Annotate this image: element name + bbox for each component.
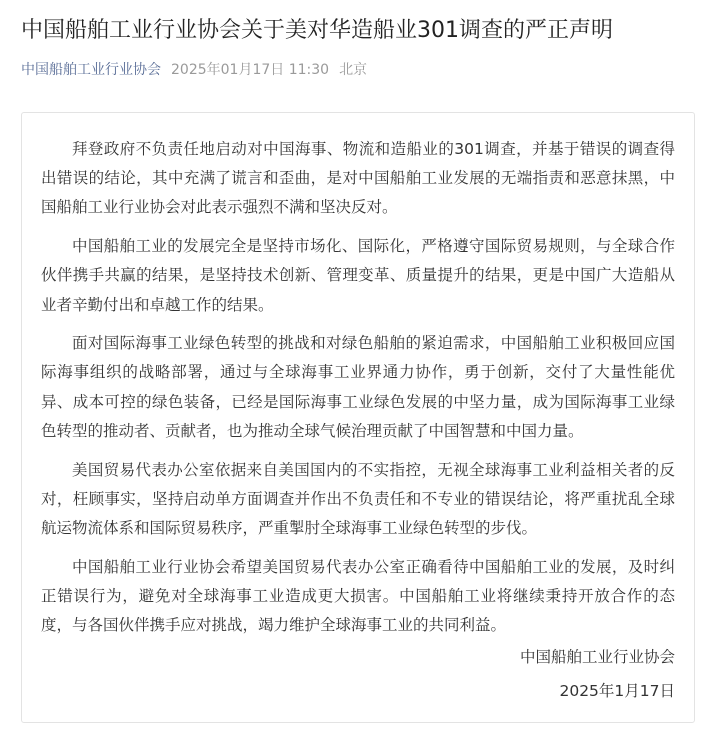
statement-body (41, 135, 675, 650)
signature-block (520, 640, 675, 708)
signature-date: 2025年1月17日 (559, 682, 675, 700)
publish-date: 2025年01月17日 11:30 (171, 62, 330, 78)
body-paragraph: 面对国际海事工业绿色转型的挑战和对绿色船舶的紧迫需求，中国船舶工业积极回应国际海事组织的战略部署，通过与全球海事工业界通力协作，勇于创新，交付了大量性能优异、成本可控的绿色装备，已经是国际海事工业绿色发展的中坚力量，成为国际海事工业绿色转型的推动者、贡献者，也为推动全球气候治理贡献了中国智慧和中国力量。 (41, 334, 675, 440)
publish-location: 北京 (339, 62, 368, 78)
body-paragraph: 拜登政府不负责任地启动对中国海事、物流和造船业的301调查，并基于错误的调查得出错误的结论，其中充满了谎言和歪曲，是对中国船舶工业发展的无端指责和恶意抹黑，中国船舶工业行业协会对此表示强烈不满和坚决反对。 (41, 140, 675, 217)
account-name-link[interactable]: 中国船舶工业行业协会 (21, 62, 161, 78)
article-meta (21, 59, 367, 81)
signature-organization: 中国船舶工业行业协会 (519, 648, 675, 666)
body-paragraph: 美国贸易代表办公室依据来自美国国内的不实指控，无视全球海事工业利益相关者的反对，枉顾事实，坚持启动单方面调查并作出不负责任和不专业的错误结论，将严重扰乱全球航运物流体系和国际贸易秩序，严重掣肘全球海事工业绿色转型的步伐。 (41, 460, 675, 537)
body-paragraph: 中国船舶工业行业协会希望美国贸易代表办公室正确看待中国船舶工业的发展，及时纠正错误行为，避免对全球海事工业造成更大损害。中国船舶工业将继续秉持开放合作的态度，与各国伙伴携手应对挑战，竭力维护全球海事工业的共同利益。 (41, 557, 675, 635)
article-title: 中国船舶工业行业协会关于美对华造船业301调查的严正声明 (21, 18, 613, 43)
body-paragraph: 中国船舶工业的发展完全是坚持市场化、国际化，严格遵守国际贸易规则，与全球合作伙伴携手共赢的结果，是坚持技术创新、管理变革、质量提升的结果，更是中国广大造船从业者辛勤付出和卓越工作的结果。 (41, 237, 675, 314)
